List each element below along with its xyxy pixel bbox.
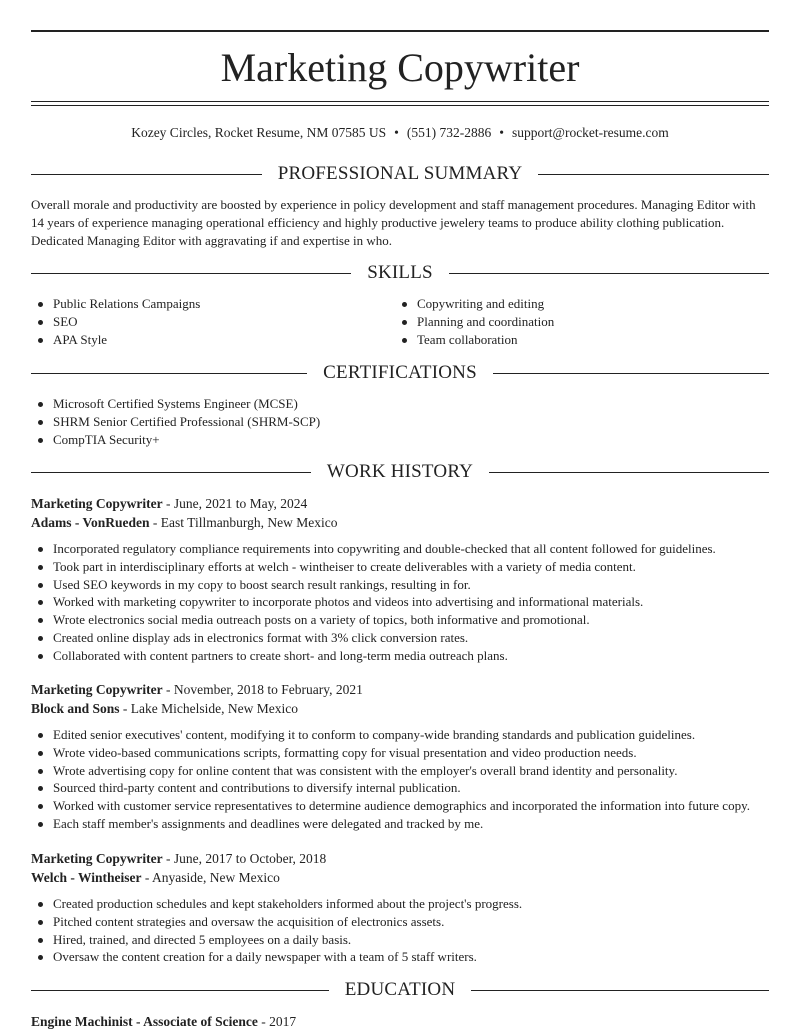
- heading-rule: [449, 273, 769, 274]
- title-rule-upper: [31, 101, 769, 102]
- job-title: Marketing Copywriter: [31, 851, 163, 866]
- page-title: Marketing Copywriter: [220, 45, 580, 90]
- job-title-line: [31, 849, 769, 868]
- job-title: Marketing Copywriter: [31, 496, 163, 511]
- job-bullet: Collaborated with content partners to create short- and long-term media outreach plans.: [31, 647, 769, 665]
- skill-item: SEO: [31, 313, 391, 331]
- job-bullet: Incorporated regulatory compliance requirements into copywriting and double-checked that all content followed for guidelines.: [31, 540, 769, 558]
- heading-rule: [489, 472, 769, 473]
- job-bullet: Hired, trained, and directed 5 employees on a daily basis.: [31, 931, 769, 949]
- skill-item: APA Style: [31, 331, 391, 349]
- heading-rule: [31, 174, 262, 175]
- job-bullet: Each staff member's assignments and deadlines were delegated and tracked by me.: [31, 815, 769, 833]
- job-bullet: Wrote advertising copy for online content that was consistent with the employer's overall brand identity and personality.: [31, 762, 769, 780]
- section-heading-skills: [31, 261, 769, 285]
- job-dates: - November, 2018 to February, 2021: [162, 682, 363, 697]
- heading-rule: [493, 373, 769, 374]
- job-bullet: Wrote video-based communications scripts, formatting copy for visual presentation and video production needs.: [31, 744, 769, 762]
- section-title: WORK HISTORY: [326, 461, 474, 482]
- section-title: CERTIFICATIONS: [323, 362, 477, 383]
- job-bullet: Created online display ads in electronics format with 3% click conversion rates.: [31, 629, 769, 647]
- section-title: PROFESSIONAL SUMMARY: [277, 163, 523, 184]
- job-company: Welch - Wintheiser: [31, 870, 142, 885]
- job-title: Marketing Copywriter: [31, 682, 163, 697]
- certifications-list: [31, 395, 769, 448]
- job-bullets: [31, 726, 769, 833]
- job-bullet: Took part in interdisciplinary efforts at welch - wintheiser to create deliverables with a variety of media content.: [31, 558, 769, 576]
- title-rule-lower: [31, 105, 769, 106]
- job-company-line: [31, 699, 769, 718]
- summary-text: Overall morale and productivity are boosted by experience in policy development and staff management procedures. Managing Editor with 14 years of experience managing operational efficiency and highly productive jewelery teams to produce ability clothing publication. Dedicated Managing Editor with aggravating if and expertise in who.: [31, 197, 756, 248]
- contact-separator: •: [394, 125, 399, 140]
- job-bullet: Wrote electronics social media outreach posts on a variety of topics, both informative and promotional.: [31, 611, 769, 629]
- contact-email: support@rocket-resume.com: [512, 125, 669, 140]
- heading-rule: [31, 990, 329, 991]
- heading-rule: [31, 273, 351, 274]
- certification-item: SHRM Senior Certified Professional (SHRM-SCP): [31, 413, 769, 431]
- top-rule: [31, 30, 769, 32]
- section-heading-education: [31, 978, 769, 1002]
- heading-rule: [31, 373, 307, 374]
- skills-column-left: [31, 295, 391, 348]
- job-company-line: [31, 513, 769, 532]
- section-title: SKILLS: [367, 262, 433, 283]
- job-title-line: [31, 494, 769, 513]
- job-bullets: [31, 895, 769, 966]
- skill-item: Team collaboration: [395, 331, 755, 349]
- section-heading-work-history: [31, 460, 769, 484]
- job-bullet: Worked with customer service representatives to determine audience demographics and incorporated the information into future copy.: [31, 797, 769, 815]
- section-title: EDUCATION: [344, 979, 456, 1000]
- job-company: Block and Sons: [31, 701, 120, 716]
- job-dates: - June, 2021 to May, 2024: [162, 496, 308, 511]
- job-bullet: Worked with marketing copywriter to incorporate photos and videos into advertising and informational materials.: [31, 593, 769, 611]
- skill-item: Public Relations Campaigns: [31, 295, 391, 313]
- job-bullet: Used SEO keywords in my copy to boost search result rankings, resulting in for.: [31, 576, 769, 594]
- job-bullet: Edited senior executives' content, modifying it to conform to company-wide branding standards and publication guidelines.: [31, 726, 769, 744]
- skills-column-right: [395, 295, 755, 348]
- section-heading-certifications: [31, 361, 769, 385]
- certification-item: CompTIA Security+: [31, 431, 769, 449]
- contact-separator: •: [499, 125, 505, 140]
- heading-rule: [538, 174, 769, 175]
- job-bullet: Created production schedules and kept stakeholders informed about the project's progress.: [31, 895, 769, 913]
- contact-address: Kozey Circles, Rocket Resume, NM 07585 US: [131, 125, 387, 140]
- job-bullet: Pitched content strategies and oversaw the acquisition of electronics assets.: [31, 913, 769, 931]
- contact-phone: (551) 732-2886: [406, 125, 492, 140]
- heading-rule: [471, 990, 769, 991]
- contact-line: [31, 124, 769, 142]
- job-company: Adams - VonRueden: [31, 515, 150, 530]
- education-degree: Engine Machinist - Associate of Science: [31, 1014, 258, 1029]
- skill-item: Planning and coordination: [395, 313, 755, 331]
- job-location: - East Tillmanburgh, New Mexico: [149, 515, 338, 530]
- job-bullets: [31, 540, 769, 665]
- job-company-line: [31, 868, 769, 887]
- job-location: - Anyaside, New Mexico: [141, 870, 280, 885]
- job-location: - Lake Michelside, New Mexico: [119, 701, 298, 716]
- job-bullet: Sourced third-party content and contributions to diversify internal publication.: [31, 779, 769, 797]
- job-dates: - June, 2017 to October, 2018: [162, 851, 327, 866]
- education-year: - 2017: [257, 1014, 297, 1029]
- certification-item: Microsoft Certified Systems Engineer (MCSE): [31, 395, 769, 413]
- section-heading-summary: [31, 162, 769, 186]
- skill-item: Copywriting and editing: [395, 295, 755, 313]
- heading-rule: [31, 472, 311, 473]
- job-bullet: Oversaw the content creation for a daily newspaper with a team of 5 staff writers.: [31, 948, 769, 966]
- education-line: [31, 1012, 769, 1031]
- job-title-line: [31, 680, 769, 699]
